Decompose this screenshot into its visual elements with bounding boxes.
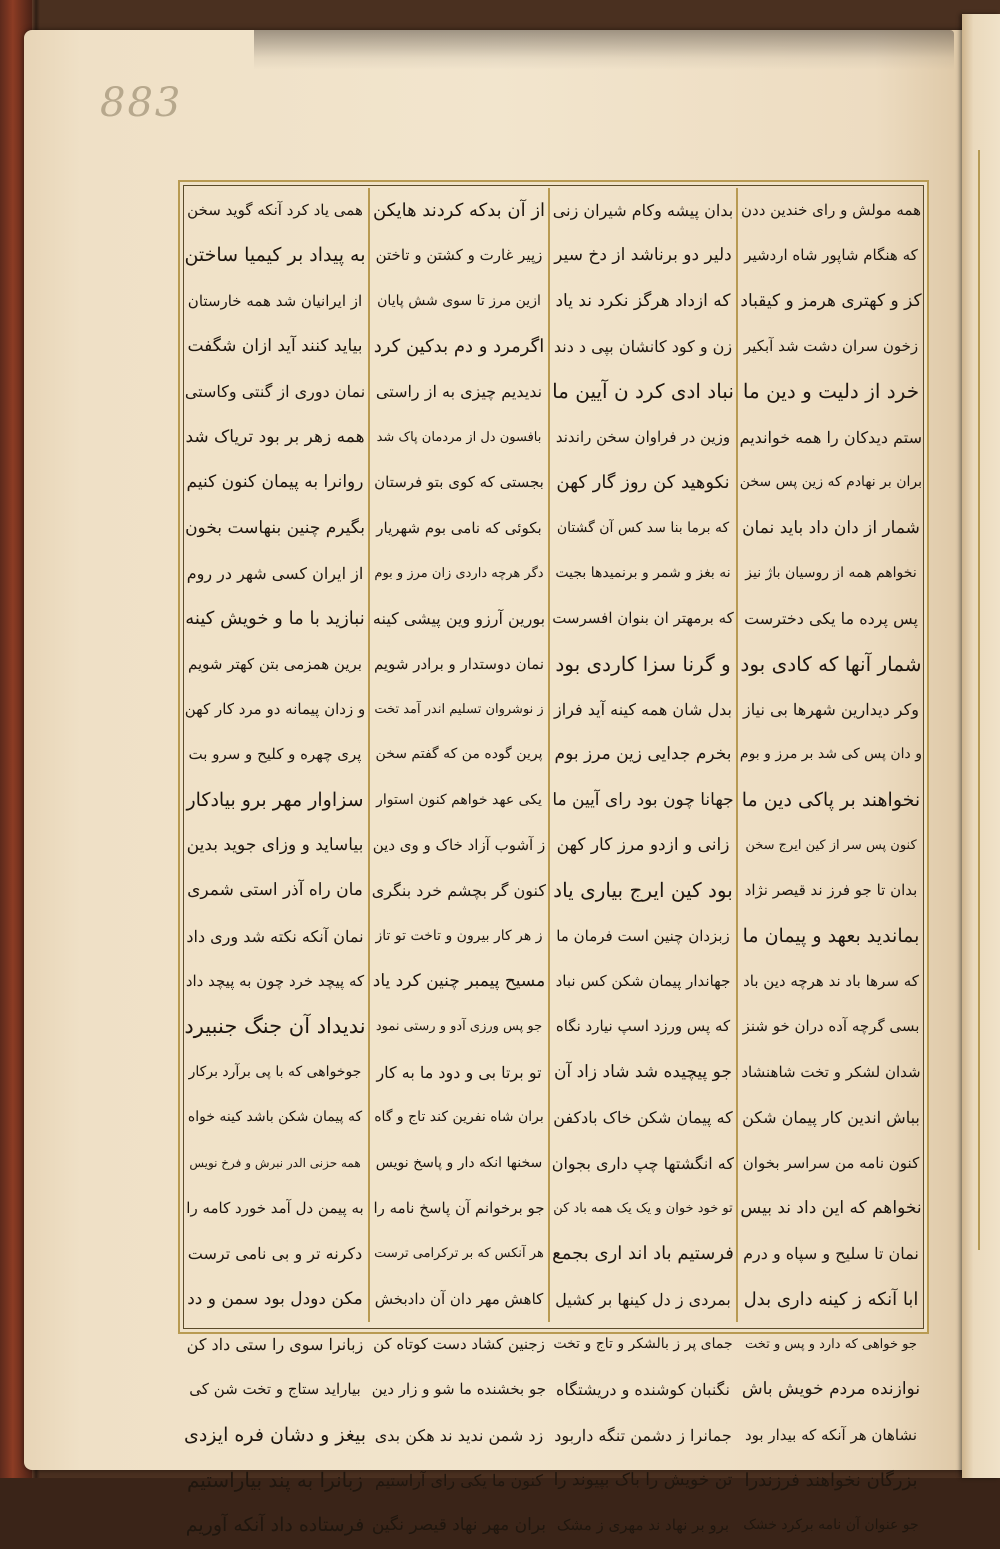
verse-line: جمانرا ز دشمن تنگه داربود bbox=[554, 1425, 732, 1445]
verse-line: دلیر دو برناشد از دخ سیر bbox=[554, 245, 732, 266]
verse-line: هر آنکس که بر ترکرامی ترست bbox=[374, 1246, 544, 1262]
verse-line: و زدان پیمانه دو مرد کار کهن bbox=[184, 699, 366, 718]
verse-line: بماندید بعهد و پیمان ما bbox=[742, 924, 920, 947]
verse-line: خرد از دلیت و دین ما bbox=[742, 379, 920, 404]
verse-line: نکوهید کن روز گار کهن bbox=[556, 472, 730, 494]
verse-line: تو خود خوان و یک یک همه باد کن bbox=[553, 1200, 733, 1216]
verse-line: شمار آنها که کادی بود bbox=[740, 651, 922, 676]
verse-line: زخون سران دشت شد آبکیر bbox=[743, 337, 919, 356]
verse-line: کنون نامه من سراسر بخوان bbox=[742, 1153, 920, 1172]
verse-line: که برما بنا سد کس آن گشتان bbox=[556, 519, 730, 536]
verse-line: پرین گوده من که گفتم سخن bbox=[375, 746, 543, 763]
verse-line: بکوئی که نامی بوم شهریار bbox=[376, 518, 542, 537]
verse-line: نخواهم همه از روسیان باژ نیز bbox=[745, 564, 917, 581]
verse-line: بسی گرچه آده دران خو شنز bbox=[742, 1017, 920, 1036]
verse-line: مسیح پیمبر چنین کرد یاد bbox=[372, 971, 546, 992]
verse-line: اگرمرد و دم بدکین کرد bbox=[373, 336, 545, 358]
verse-line: پس پرده ما یکی دخترست bbox=[744, 609, 918, 629]
verse-line: ندیداد آن جنگ جنبیرد bbox=[184, 1014, 366, 1039]
verse-line: مان راه آذر استی شمری bbox=[187, 880, 363, 901]
verse-line: نخواهم که این داد ند بیس bbox=[740, 1197, 922, 1218]
verse-line: که سرها باد ند هرچه دین باد bbox=[743, 972, 919, 991]
verse-line: تو برتا بی و دود ما به کار bbox=[376, 1062, 542, 1082]
verse-line: ز آشوب آزاد خاک و وی دین bbox=[372, 836, 546, 855]
verse-line: یکی عهد خواهم کنون استوار bbox=[376, 791, 542, 808]
verse-line: ز هر کار بیرون و تاخت تو تاز bbox=[375, 927, 543, 944]
verse-line: کنون ما یکی رای آراستیم bbox=[375, 1471, 543, 1491]
verse-line: نمان تا سلیح و سپاه و درم bbox=[743, 1244, 919, 1264]
verse-line: فرستیم باد اند اری بجمع bbox=[552, 1243, 734, 1265]
next-page-ruling bbox=[978, 150, 1000, 1250]
verse-line: مکن دودل بود سمن و دد bbox=[187, 1288, 363, 1309]
verse-line: وزین در فراوان سخن راندند bbox=[555, 427, 731, 446]
verse-line: که پیمان شکن باشد کینه خواه bbox=[187, 1109, 363, 1126]
verse-line: که پیمان شکن خاک بادکفن bbox=[553, 1108, 733, 1128]
verse-line: همه حزنی الدر نبرش و فرخ نویس bbox=[189, 1155, 361, 1170]
verse-line: بود کین ایرج بیاری یاد bbox=[553, 878, 733, 903]
verse-line: پری چهره و کلیح و سرو بت bbox=[188, 745, 362, 764]
verse-line: زپیر غارت و کشتن و تاختن bbox=[375, 246, 543, 265]
verse-line: بباش اندین کار پیمان شکن bbox=[742, 1108, 920, 1128]
verse-line: دکرنه تر و بی نامی ترست bbox=[187, 1244, 363, 1264]
verse-line: که پیچد خرد چون به پیچد داد bbox=[185, 972, 365, 991]
verse-line: که انگشتها چپ داری بجوان bbox=[552, 1153, 734, 1173]
verse-line: که هنگام شاپور شاه اردشیر bbox=[744, 246, 918, 265]
verse-line: نگنبان کوشنده و دریشتگاه bbox=[556, 1380, 730, 1400]
verse-line: همه زهر بر بود تریاک شد bbox=[185, 426, 365, 447]
verse-line: جو عنوان آن نامه برکرد خشک bbox=[743, 1517, 919, 1534]
verse-line: که ازداد هرگز نکرد ند یاد bbox=[555, 290, 731, 311]
verse-line: جو پس ورزی آدو و رستی نمود bbox=[375, 1019, 543, 1035]
column-rule bbox=[736, 188, 738, 1322]
verse-line: نوازنده مردم خویش باش bbox=[741, 1379, 921, 1400]
verse-line: نمان آنکه نکته شد وری داد bbox=[186, 926, 364, 946]
verse-line: ازین مرز تا سوی شش پایان bbox=[377, 292, 541, 309]
verse-line: برین همزمی بتن کهتر شویم bbox=[188, 654, 362, 673]
verse-line: و دان پس کی شد بر مرز و بوم bbox=[740, 746, 922, 763]
column-rule bbox=[548, 188, 550, 1322]
verse-line: نبازید با ما و خویش کینه bbox=[185, 608, 365, 630]
column-rule bbox=[368, 188, 370, 1322]
verse-line: بیاساید و وزای جوید بدین bbox=[186, 835, 364, 856]
verse-line: وکر دیدارین شهرها بی نیاز bbox=[743, 699, 919, 719]
text-column-4 bbox=[184, 188, 366, 1537]
verse-line: زبانرا به پند بیاراستیم bbox=[187, 1468, 363, 1493]
verse-line: زبانرا سوی را ستی داد کن bbox=[186, 1334, 364, 1354]
verse-line: از ایرانیان شد همه خارستان bbox=[187, 291, 363, 310]
verse-line: نه بغز و شمر و برنمیدها بجیت bbox=[555, 564, 731, 581]
verse-line: بدان تا جو فرز ند قیصر نژاد bbox=[744, 881, 918, 900]
verse-line: تن خویش را باک بپیوند را bbox=[553, 1470, 733, 1491]
verse-line: کنون گر بچشم خرد بنگری bbox=[372, 881, 546, 901]
verse-line: جو خواهی که دارد و پس و تخت bbox=[745, 1336, 917, 1352]
verse-line: کنون پس سر از کین ایرج سخن bbox=[745, 838, 917, 854]
verse-line: نمان دوری از گنتی وکاستی bbox=[184, 382, 366, 402]
verse-line: جو برخوانم آن پاسخ نامه را bbox=[373, 1198, 545, 1217]
verse-line: بافسون دل از مردمان پاک شد bbox=[376, 429, 542, 445]
verse-line: همی یاد کرد آنکه گوید سخن bbox=[187, 201, 363, 219]
verse-line: بران بر نهادم که زین پس سخن bbox=[740, 474, 922, 491]
verse-line: ابا آنکه ز کینه داری بدل bbox=[743, 1288, 919, 1310]
text-frame bbox=[178, 180, 929, 1537]
verse-line: سزاوار مهر برو بیادکار bbox=[186, 788, 364, 811]
verse-line: شمار از دان داد باید نمان bbox=[742, 517, 920, 538]
verse-line: که برمهتر ان بنوان افسرست bbox=[552, 609, 734, 628]
verse-line: سخنها انکه دار و پاسخ نویس bbox=[375, 1154, 543, 1171]
verse-line: بمردی ز دل کینها بر کشیل bbox=[555, 1289, 731, 1309]
verse-line: بران شاه نفرین کند تاج و گاه bbox=[374, 1109, 544, 1126]
verse-line: زد شمن ندید ند هکن بدی bbox=[374, 1425, 544, 1445]
verse-line: زن و کود کانشان بپی د دند bbox=[553, 337, 733, 357]
verse-line: جهانا چون بود رای آیین ما bbox=[552, 789, 734, 810]
verse-line: شدان لشکر و تخت شاهنشاد bbox=[741, 1062, 921, 1081]
text-column-2 bbox=[552, 188, 734, 1535]
verse-line: نمان دوستدار و برادر شویم bbox=[373, 654, 545, 673]
verse-line: جهاندار پیمان شکن کس نباد bbox=[555, 972, 731, 991]
verse-line: همه مولش و رای خندین ددن bbox=[741, 201, 921, 219]
verse-line: ندیدیم چیزی به از راستی bbox=[375, 382, 543, 402]
verse-line: بیاراید ستاج و تخت شن کی bbox=[189, 1380, 361, 1399]
verse-line: نشاهان هر آنکه که بیدار بود bbox=[744, 1425, 918, 1444]
verse-line: ستم دیدکان را همه خواندیم bbox=[740, 427, 922, 447]
verse-line: به پیداد بر کیمیا ساختن bbox=[184, 244, 366, 267]
verse-line: دگر هرچه داردی زان مرز و بوم bbox=[374, 565, 544, 581]
verse-line: کاهش مهر دان آن دادبخش bbox=[374, 1289, 544, 1308]
verse-line: به پیمن دل آمد خورد کامه را bbox=[186, 1198, 364, 1217]
verse-line: بخرم جدایی زین مرز بوم bbox=[554, 744, 732, 765]
verse-line: نخواهند بر پاکی دین ما bbox=[741, 788, 921, 811]
verse-line: روانرا به پیمان کنون کنیم bbox=[186, 472, 364, 493]
text-column-1 bbox=[740, 188, 922, 1534]
verse-line: جو بخشنده ما شو و زار دین bbox=[372, 1380, 546, 1399]
water-stain bbox=[254, 30, 954, 70]
folio-number: 883 bbox=[100, 80, 183, 126]
text-column-3 bbox=[372, 188, 546, 1536]
verse-line: و گرنا سزا کاردی بود bbox=[555, 651, 731, 676]
verse-line: فرستاده داد آنکه آوریم bbox=[185, 1514, 365, 1537]
verse-line: بگیرم چنین بنهاست بخون bbox=[185, 517, 365, 538]
verse-line: بیغز و دشان فره ایزدی bbox=[184, 1423, 366, 1446]
verse-line: جوخواهی که با پی برآرد برکار bbox=[188, 1063, 362, 1080]
verse-line: نباد ادی کرد ن آیین ما bbox=[552, 379, 734, 404]
verse-line: جو پیچیده شد شاد زاد آن bbox=[554, 1061, 732, 1082]
verse-line: زجنین کشاد دست کوتاه کن bbox=[373, 1334, 545, 1353]
verse-line: بزرگان نخواهند فرزندرا bbox=[744, 1470, 918, 1492]
verse-line: که پس ورزد اسپ نیارد نگاه bbox=[555, 1017, 731, 1036]
verse-line: کز و کهتری هرمز و کیقباد bbox=[740, 290, 922, 311]
verse-line: بدان پیشه وکام شیران زنی bbox=[552, 201, 734, 220]
verse-line: بران مهر نهاد قیصر نگین bbox=[372, 1515, 546, 1536]
verse-line: زبزدان چنین است فرمان ما bbox=[556, 926, 730, 945]
verse-line: جمای پر ز بالشکر و تاج و تخت bbox=[553, 1335, 733, 1352]
verse-line: زانی و ازدو مرز کار کهن bbox=[556, 835, 730, 856]
verse-line: بیاید کنند آید ازان شگفت bbox=[187, 336, 363, 357]
verse-line: بورین آرزو وین پیشی کینه bbox=[372, 609, 546, 629]
verse-line: از ایران کسی شهر در روم bbox=[186, 563, 364, 583]
verse-line: بدل شان همه کینه آید فراز bbox=[554, 699, 732, 719]
verse-line: از آن بدکه کردند هایکن bbox=[372, 200, 546, 221]
verse-line: بجستی که کوی بتو فرستان bbox=[374, 473, 544, 492]
verse-line: برو بر نهاد ند مهری ز مشک bbox=[556, 1516, 730, 1535]
verse-line: ز نوشروان تسلیم اندر آمد تخت bbox=[374, 701, 544, 717]
